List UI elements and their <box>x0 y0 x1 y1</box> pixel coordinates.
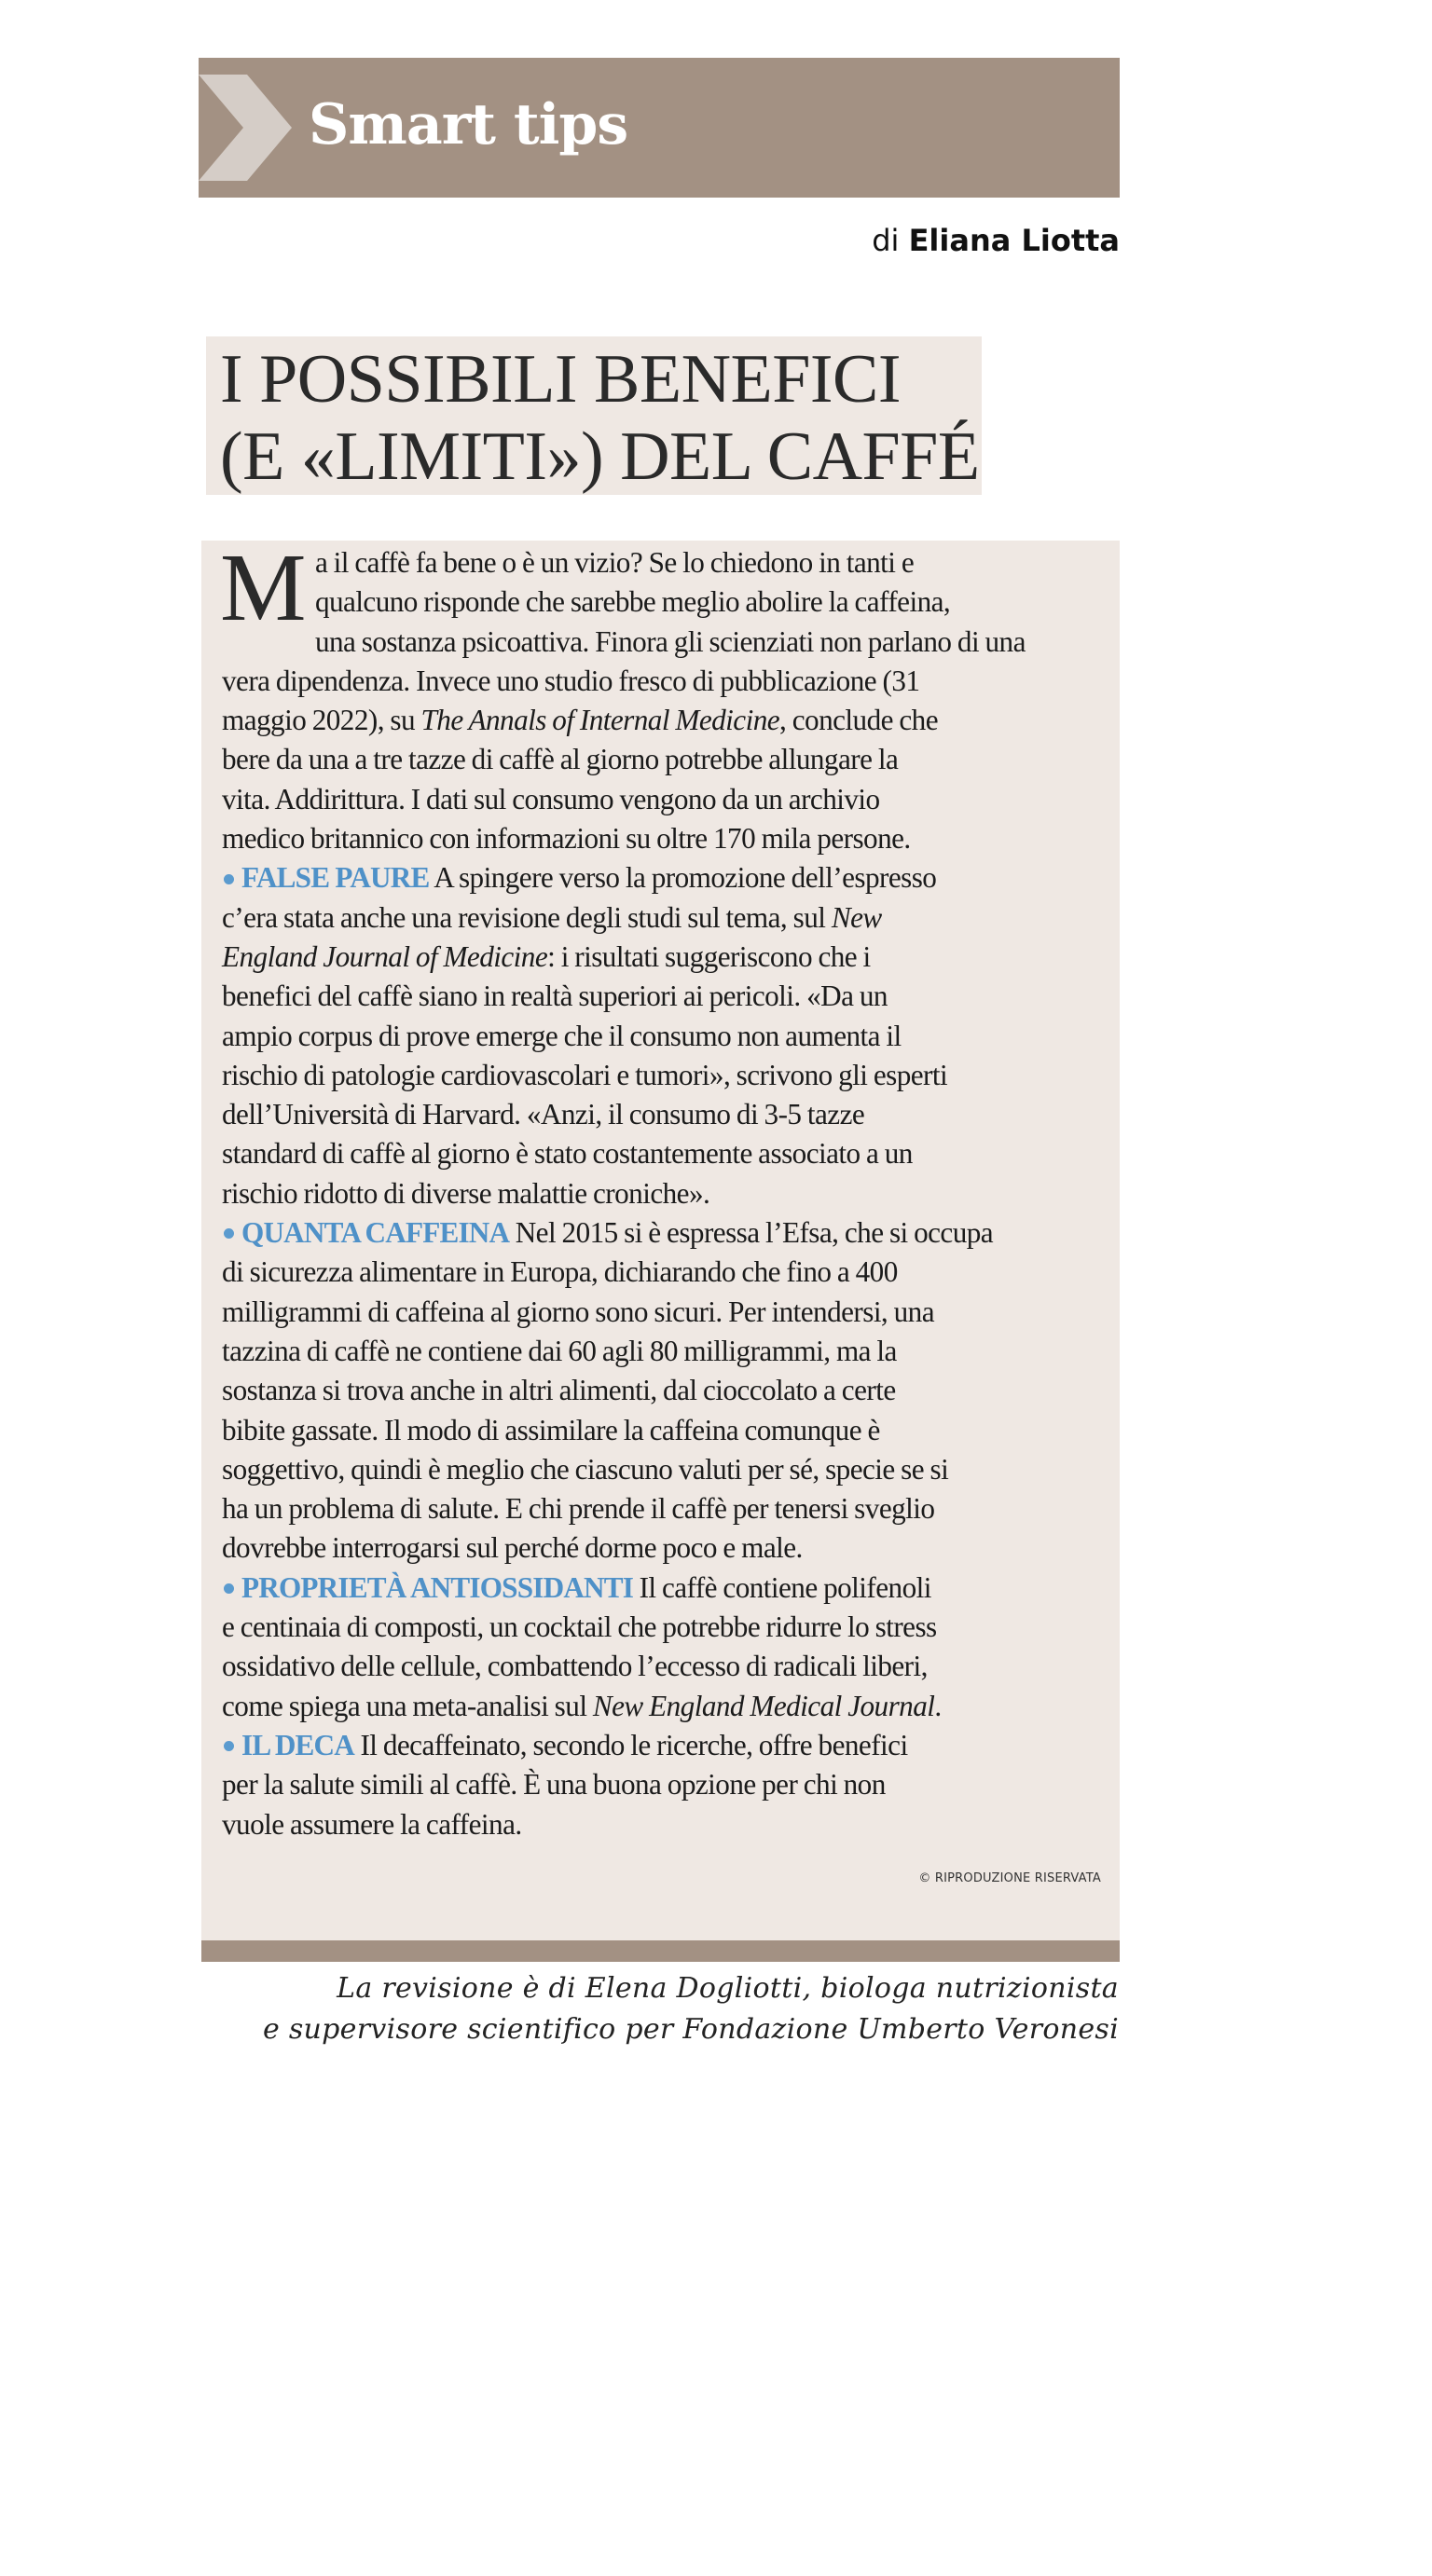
paragraph-line: come spiega una meta-analisi sul New England Medical Journal. <box>222 1689 942 1722</box>
article-headline <box>220 341 984 496</box>
section-false-paure: FALSE PAURE A spingere verso la promozione dell’espresso <box>222 858 1117 897</box>
footer-bar <box>201 1940 1120 1962</box>
reviewer-credit-line-1: La revisione è di Elena Dogliotti, biologa nutrizionista <box>337 1972 1119 2005</box>
paragraph-line: una sostanza psicoattiva. Finora gli scienziati non parlano di una <box>314 624 1026 658</box>
bullet-icon <box>224 1228 234 1239</box>
paragraph-line: standard di caffè al giorno è stato costantemente associato a un <box>222 1137 913 1171</box>
paragraph-line: dovrebbe interrogarsi sul perché dorme poco e male. <box>222 1531 803 1565</box>
paragraph-line: vita. Addirittura. I dati sul consumo vengono da un archivio <box>222 782 880 815</box>
header-banner <box>199 58 1120 198</box>
journal-name: New <box>831 900 882 934</box>
paragraph-line: rischio di patologie cardiovascolari e tumori», scrivono gli esperti <box>222 1058 948 1091</box>
paragraph-line: e centinaia di composti, un cocktail che potrebbe ridurre lo stress <box>222 1610 937 1644</box>
paragraph-line: bere da una a tre tazze di caffè al giorno potrebbe allungare la <box>222 743 899 776</box>
paragraph-line: maggio 2022), su The Annals of Internal Medicine, conclude che <box>222 704 938 737</box>
bullet-icon <box>224 874 234 884</box>
copyright-notice: © RIPRODUZIONE RISERVATA <box>918 1871 1101 1885</box>
paragraph-line: ha un problema di salute. E chi prende il caffè per tenersi sveglio <box>222 1492 935 1526</box>
paragraph-line: c’era stata anche una revisione degli studi sul tema, sul New <box>222 900 882 934</box>
journal-name: The Annals of Internal Medicine <box>420 704 780 737</box>
article-body <box>220 534 1117 1844</box>
paragraph-line: a il caffè fa bene o è un vizio? Se lo chiedono in tanti e <box>314 546 915 579</box>
paragraph-line: milligrammi di caffeina al giorno sono sicuri. Per intendersi, una <box>222 1295 935 1328</box>
section-lead: FALSE PAURE <box>241 861 430 895</box>
section-lead: IL DECA <box>241 1728 354 1761</box>
paragraph-line: soggettivo, quindi è meglio che ciascuno valuti per sé, specie se si <box>222 1452 949 1486</box>
paragraph-line: vuole assumere la caffeina. <box>222 1807 522 1841</box>
paragraph-line: medico britannico con informazioni su oltre 170 mila persone. <box>222 822 911 856</box>
section-quanta-caffeina: QUANTA CAFFEINA Nel 2015 si è espressa l’Efsa, che si occupa <box>222 1213 1117 1253</box>
section-il-deca: IL DECA Il decaffeinato, secondo le ricerche, offre benefici <box>222 1726 1117 1765</box>
paragraph-line: benefici del caffè siano in realtà superiori ai pericoli. «Da un <box>222 980 888 1013</box>
bullet-icon <box>224 1741 234 1751</box>
byline <box>872 222 1120 259</box>
section-title: Smart tips <box>309 92 628 158</box>
section-proprieta-antiossidanti: PROPRIETÀ ANTIOSSIDANTI Il caffè contiene polifenoli <box>222 1569 1117 1608</box>
paragraph-line: ossidativo delle cellule, combattendo l’eccesso di radicali liberi, <box>222 1650 928 1683</box>
journal-name: England Journal of Medicine <box>222 939 548 973</box>
paragraph-line: tazzina di caffè ne contiene dai 60 agli 80 milligrammi, ma la <box>222 1334 897 1367</box>
paragraph-line: vera dipendenza. Invece uno studio fresco di pubblicazione (31 <box>222 664 920 697</box>
headline-line-1: I POSSIBILI BENEFICI <box>220 341 902 418</box>
paragraph-line: bibite gassate. Il modo di assimilare la caffeina comunque è <box>222 1413 880 1446</box>
paragraph-line: dell’Università di Harvard. «Anzi, il consumo di 3-5 tazze <box>222 1098 865 1131</box>
drop-cap: M <box>220 534 306 641</box>
paragraph-line: qualcuno risponde che sarebbe meglio abolire la caffeina, <box>314 585 951 619</box>
reviewer-credit <box>263 1968 1119 2050</box>
journal-name: New England Medical Journal <box>592 1689 935 1722</box>
paragraph-line: England Journal of Medicine: i risultati suggeriscono che i <box>222 939 871 973</box>
headline-line-2: (E «LIMITI») DEL CAFFÉ <box>220 418 980 495</box>
byline-prefix: di <box>872 223 900 258</box>
byline-author: Eliana Liotta <box>908 223 1120 258</box>
section-lead: QUANTA CAFFEINA <box>241 1216 510 1250</box>
paragraph-line: sostanza si trova anche in altri alimenti, dal cioccolato a certe <box>222 1374 896 1407</box>
section-lead: PROPRIETÀ ANTIOSSIDANTI <box>241 1570 634 1604</box>
paragraph-line: ampio corpus di prove emerge che il consumo non aumenta il <box>222 1019 902 1052</box>
chevron-right-icon <box>199 58 310 198</box>
paragraph-line: rischio ridotto di diverse malattie croniche». <box>222 1176 710 1210</box>
bullet-icon <box>224 1583 234 1594</box>
paragraph-line: di sicurezza alimentare in Europa, dichiarando che fino a 400 <box>222 1255 898 1289</box>
paragraph-line: per la salute simili al caffè. È una buona opzione per chi non <box>222 1768 886 1802</box>
reviewer-credit-line-2: e supervisore scientifico per Fondazione Umberto Veronesi <box>262 2013 1119 2046</box>
